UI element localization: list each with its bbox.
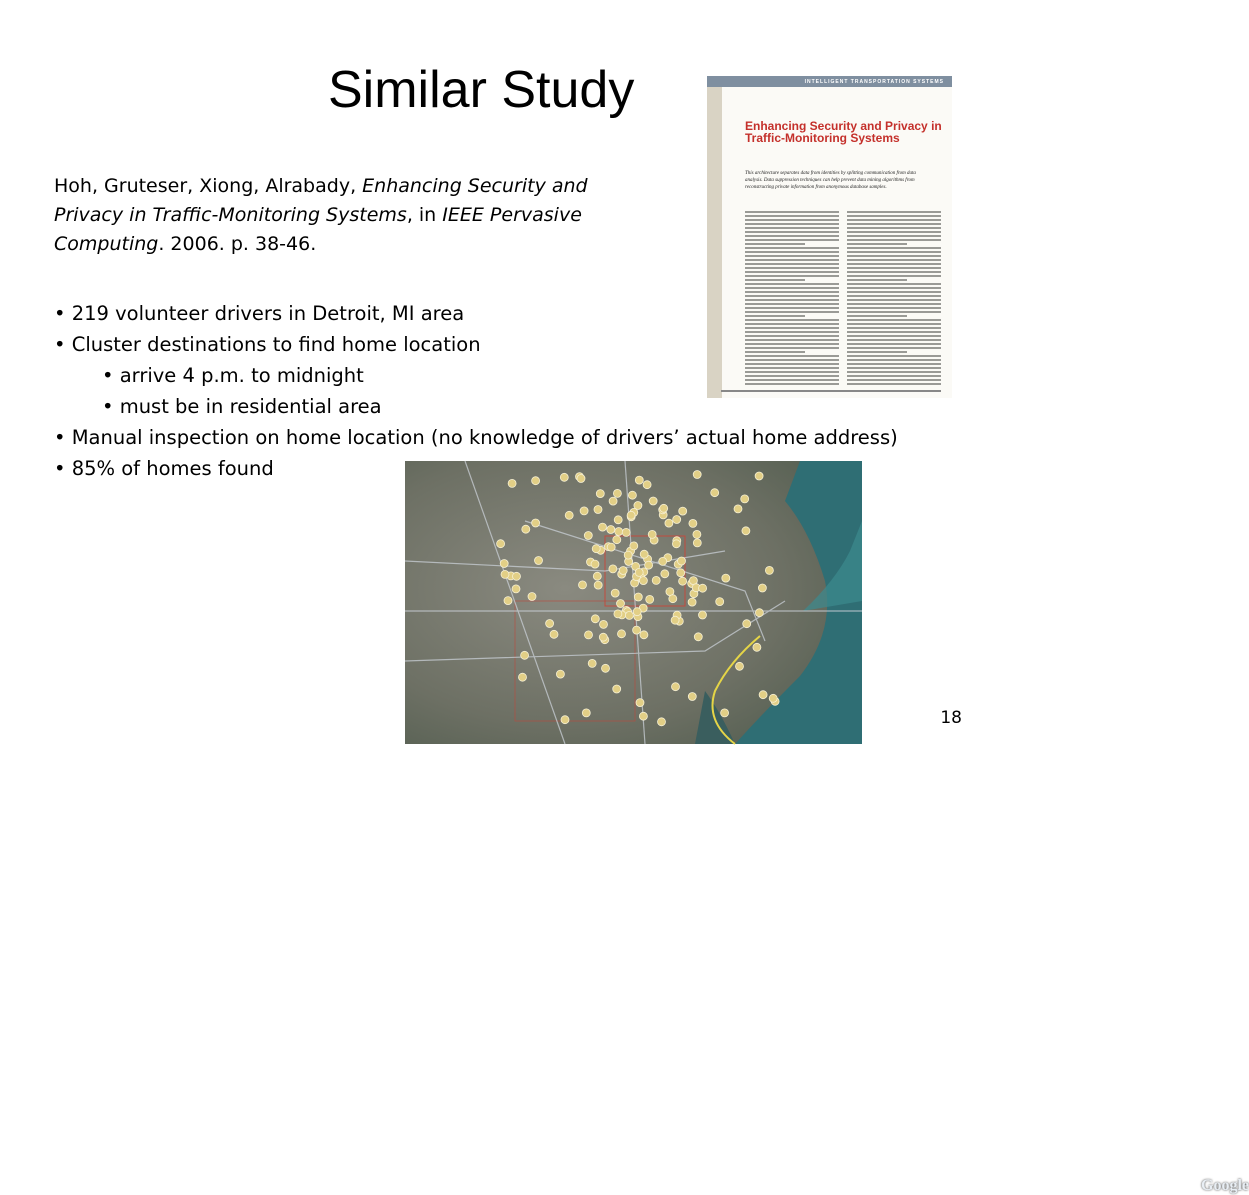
home-marker bbox=[561, 716, 569, 724]
home-marker bbox=[591, 615, 599, 623]
paper-text-line bbox=[745, 211, 839, 213]
home-marker bbox=[585, 631, 593, 639]
paper-text-line bbox=[847, 383, 941, 385]
home-marker bbox=[614, 516, 622, 524]
home-marker bbox=[678, 557, 686, 565]
paper-text-line bbox=[847, 347, 941, 349]
home-marker bbox=[609, 497, 617, 505]
home-marker bbox=[693, 471, 701, 479]
home-marker bbox=[634, 593, 642, 601]
paper-text-line bbox=[745, 283, 839, 285]
paper-text-line bbox=[847, 291, 941, 293]
paper-text-line bbox=[847, 363, 941, 365]
home-marker bbox=[611, 589, 619, 597]
home-marker bbox=[591, 560, 599, 568]
home-marker bbox=[639, 712, 647, 720]
citation-authors: Hoh, Gruteser, Xiong, Alrabady, bbox=[54, 175, 363, 197]
paper-text-line bbox=[745, 251, 839, 253]
paper-text-line bbox=[847, 323, 941, 325]
home-marker bbox=[688, 693, 696, 701]
home-marker bbox=[742, 527, 750, 535]
paper-text-line bbox=[745, 215, 839, 217]
paper-text-line bbox=[745, 271, 839, 273]
home-marker bbox=[594, 581, 602, 589]
citation-paper-title: Enhancing Security and Privacy in Traffic-Monitoring Systems bbox=[54, 175, 588, 226]
paper-text-line bbox=[847, 339, 941, 341]
home-marker bbox=[580, 507, 588, 515]
home-marker bbox=[613, 536, 621, 544]
paper-text-line bbox=[847, 223, 941, 225]
paper-text-line bbox=[847, 355, 941, 357]
page-number: 18 bbox=[940, 708, 962, 728]
home-marker bbox=[504, 597, 512, 605]
home-marker bbox=[759, 691, 767, 699]
home-marker bbox=[693, 539, 701, 547]
paper-text-line bbox=[847, 299, 941, 301]
home-marker bbox=[535, 557, 543, 565]
home-marker bbox=[758, 584, 766, 592]
home-marker bbox=[646, 595, 654, 603]
paper-text-line bbox=[847, 231, 941, 233]
home-marker bbox=[679, 507, 687, 515]
home-marker bbox=[765, 566, 773, 574]
home-marker bbox=[635, 568, 643, 576]
paper-text-line bbox=[745, 259, 839, 261]
paper-text-line bbox=[847, 319, 941, 321]
paper-text-line bbox=[847, 279, 907, 281]
home-marker bbox=[699, 611, 707, 619]
paper-text-line bbox=[745, 299, 839, 301]
home-marker bbox=[633, 608, 641, 616]
home-marker bbox=[613, 489, 621, 497]
slide-title: Similar Study bbox=[328, 61, 635, 119]
home-marker bbox=[600, 620, 608, 628]
home-marker bbox=[693, 530, 701, 538]
home-marker bbox=[753, 643, 761, 651]
map-graphic bbox=[405, 461, 862, 744]
home-marker bbox=[522, 525, 530, 533]
home-marker bbox=[659, 557, 667, 565]
home-marker bbox=[640, 550, 648, 558]
home-marker bbox=[633, 626, 641, 634]
paper-text-line bbox=[745, 295, 839, 297]
home-marker bbox=[613, 685, 621, 693]
home-marker bbox=[594, 506, 602, 514]
citation-rest: . 2006. p. 38-46. bbox=[158, 233, 317, 255]
home-marker bbox=[599, 523, 607, 531]
paper-text-line bbox=[847, 375, 941, 377]
paper-text-line bbox=[847, 215, 941, 217]
paper-text-line bbox=[847, 351, 907, 353]
paper-text-line bbox=[745, 335, 839, 337]
paper-text-line bbox=[847, 275, 941, 277]
paper-text-line bbox=[847, 371, 941, 373]
paper-header-band bbox=[707, 76, 952, 87]
home-marker bbox=[521, 651, 529, 659]
paper-text-line bbox=[745, 359, 839, 361]
paper-text-line bbox=[745, 231, 839, 233]
home-marker bbox=[550, 630, 558, 638]
home-marker bbox=[677, 569, 685, 577]
paper-text-line bbox=[745, 279, 805, 281]
home-marker bbox=[694, 633, 702, 641]
citation-journal: IEEE Pervasive Computing bbox=[54, 204, 582, 255]
paper-text-line bbox=[847, 287, 941, 289]
paper-header: INTELLIGENT TRANSPORTATION SYSTEMS bbox=[804, 79, 944, 85]
paper-text-line bbox=[745, 327, 839, 329]
home-marker bbox=[588, 659, 596, 667]
paper-text-line bbox=[745, 347, 839, 349]
home-marker bbox=[546, 620, 554, 628]
paper-title: Enhancing Security and Privacy in Traffic-Monitoring Systems bbox=[745, 119, 942, 145]
home-marker bbox=[577, 475, 585, 483]
home-marker bbox=[722, 574, 730, 582]
paper-text-line bbox=[745, 223, 839, 225]
paper-text-line bbox=[745, 307, 839, 309]
home-marker bbox=[673, 516, 681, 524]
paper-text-line bbox=[745, 303, 839, 305]
paper-body-text bbox=[745, 211, 945, 387]
home-marker bbox=[639, 577, 647, 585]
home-marker bbox=[672, 683, 680, 691]
home-marker bbox=[519, 673, 527, 681]
home-marker bbox=[565, 511, 573, 519]
paper-text-line bbox=[745, 255, 839, 257]
paper-text-line bbox=[847, 239, 941, 241]
bullet-item: • Cluster destinations to find home location bbox=[54, 333, 481, 356]
home-marker bbox=[645, 561, 653, 569]
home-marker bbox=[513, 572, 521, 580]
home-marker bbox=[501, 570, 509, 578]
home-marker bbox=[624, 551, 632, 559]
home-marker bbox=[630, 542, 638, 550]
paper-text-line bbox=[745, 339, 839, 341]
home-marker bbox=[716, 598, 724, 606]
paper-text-line bbox=[847, 311, 941, 313]
home-marker bbox=[617, 600, 625, 608]
home-marker bbox=[636, 699, 644, 707]
home-marker bbox=[615, 528, 623, 536]
home-marker bbox=[665, 519, 673, 527]
paper-text-line bbox=[847, 251, 941, 253]
paper-text-line bbox=[745, 375, 839, 377]
paper-text-line bbox=[745, 243, 805, 245]
home-marker bbox=[649, 497, 657, 505]
home-marker bbox=[755, 609, 763, 617]
paper-text-line bbox=[847, 343, 941, 345]
paper-text-line bbox=[745, 363, 839, 365]
home-marker bbox=[679, 577, 687, 585]
home-marker bbox=[582, 709, 590, 717]
paper-text-line bbox=[847, 235, 941, 237]
home-marker bbox=[648, 530, 656, 538]
paper-text-line bbox=[745, 379, 839, 381]
paper-abstract: This architecture separates data from identities by splitting communication from data analysis. Data suppression techniques can help prevent data mining algorithms from reconstructing private information from anonymous database samples. bbox=[745, 171, 916, 190]
home-marker bbox=[500, 560, 508, 568]
google-watermark: Google bbox=[1201, 1177, 1249, 1194]
home-marker bbox=[593, 572, 601, 580]
paper-text-line bbox=[745, 227, 839, 229]
home-marker bbox=[607, 526, 615, 534]
paper-text-line bbox=[847, 259, 941, 261]
home-marker bbox=[635, 476, 643, 484]
paper-text-line bbox=[847, 267, 941, 269]
home-marker bbox=[741, 495, 749, 503]
home-marker bbox=[658, 718, 666, 726]
paper-text-line bbox=[847, 219, 941, 221]
home-marker bbox=[688, 598, 696, 606]
home-marker bbox=[532, 519, 540, 527]
home-marker bbox=[532, 477, 540, 485]
home-marker bbox=[627, 511, 635, 519]
home-marker bbox=[512, 585, 520, 593]
paper-text-line bbox=[847, 359, 941, 361]
home-marker bbox=[711, 489, 719, 497]
home-marker bbox=[671, 616, 679, 624]
home-marker bbox=[607, 543, 615, 551]
paper-text-line bbox=[847, 255, 941, 257]
paper-text-line bbox=[745, 367, 839, 369]
paper-text-line bbox=[745, 355, 839, 357]
bullet-item: • 85% of homes found bbox=[54, 457, 274, 480]
home-marker bbox=[755, 472, 763, 480]
home-marker bbox=[661, 570, 669, 578]
home-marker bbox=[596, 490, 604, 498]
home-marker bbox=[669, 595, 677, 603]
home-marker bbox=[699, 584, 707, 592]
home-marker bbox=[497, 540, 505, 548]
paper-text-line bbox=[847, 243, 907, 245]
paper-text-line bbox=[847, 211, 941, 213]
paper-text-line bbox=[745, 311, 839, 313]
paper-sidebar bbox=[707, 87, 722, 398]
bullet-item: • 219 volunteer drivers in Detroit, MI area bbox=[54, 302, 465, 325]
paper-text-line bbox=[847, 307, 941, 309]
paper-text-line bbox=[745, 323, 839, 325]
paper-text-line bbox=[745, 239, 839, 241]
home-marker bbox=[625, 611, 633, 619]
paper-text-line bbox=[745, 319, 839, 321]
home-marker bbox=[721, 709, 729, 717]
home-marker bbox=[618, 630, 626, 638]
home-marker bbox=[743, 620, 751, 628]
paper-text-line bbox=[847, 331, 941, 333]
paper-text-line bbox=[745, 263, 839, 265]
home-marker bbox=[602, 664, 610, 672]
citation bbox=[54, 172, 614, 259]
paper-text-line bbox=[745, 275, 839, 277]
home-marker bbox=[560, 473, 568, 481]
paper-text-line bbox=[847, 283, 941, 285]
paper-text-line bbox=[847, 335, 941, 337]
paper-text-line bbox=[745, 235, 839, 237]
paper-text-line bbox=[745, 383, 839, 385]
sub-bullet-item: • must be in residential area bbox=[102, 395, 382, 418]
home-marker bbox=[736, 662, 744, 670]
home-marker bbox=[584, 532, 592, 540]
home-marker bbox=[528, 593, 536, 601]
paper-footer-rule bbox=[721, 390, 941, 392]
paper-text-line bbox=[847, 271, 941, 273]
home-marker bbox=[556, 670, 564, 678]
paper-text-line bbox=[745, 247, 839, 249]
home-marker bbox=[652, 576, 660, 584]
paper-text-line bbox=[745, 291, 839, 293]
paper-text-line bbox=[745, 219, 839, 221]
paper-text-line bbox=[847, 247, 941, 249]
paper-text-line bbox=[847, 379, 941, 381]
paper-thumbnail bbox=[707, 76, 952, 398]
home-marker bbox=[640, 631, 648, 639]
paper-text-line bbox=[847, 327, 941, 329]
paper-text-line bbox=[847, 367, 941, 369]
paper-text-line bbox=[745, 351, 805, 353]
home-marker bbox=[599, 633, 607, 641]
paper-text-line bbox=[745, 315, 805, 317]
home-marker bbox=[769, 694, 777, 702]
home-marker bbox=[579, 581, 587, 589]
home-marker bbox=[689, 519, 697, 527]
paper-text-line bbox=[745, 371, 839, 373]
paper-text-line bbox=[847, 227, 941, 229]
home-marker bbox=[660, 504, 668, 512]
paper-text-line bbox=[847, 315, 907, 317]
paper-text-line bbox=[847, 303, 941, 305]
paper-text-line bbox=[745, 331, 839, 333]
home-marker bbox=[614, 610, 622, 618]
home-marker bbox=[622, 528, 630, 536]
home-marker bbox=[619, 567, 627, 575]
paper-text-line bbox=[847, 295, 941, 297]
bullet-item: • Manual inspection on home location (no knowledge of drivers’ actual home address) bbox=[54, 426, 898, 449]
home-marker bbox=[628, 491, 636, 499]
citation-in: , in bbox=[406, 204, 443, 226]
paper-text-line bbox=[745, 343, 839, 345]
paper-text-line bbox=[745, 267, 839, 269]
home-marker bbox=[609, 565, 617, 573]
paper-text-line bbox=[745, 287, 839, 289]
home-marker bbox=[592, 545, 600, 553]
sub-bullet-item: • arrive 4 p.m. to midnight bbox=[102, 364, 364, 387]
home-marker bbox=[672, 540, 680, 548]
paper-text-line bbox=[847, 263, 941, 265]
home-marker bbox=[734, 505, 742, 513]
home-marker bbox=[643, 481, 651, 489]
home-marker bbox=[508, 479, 516, 487]
